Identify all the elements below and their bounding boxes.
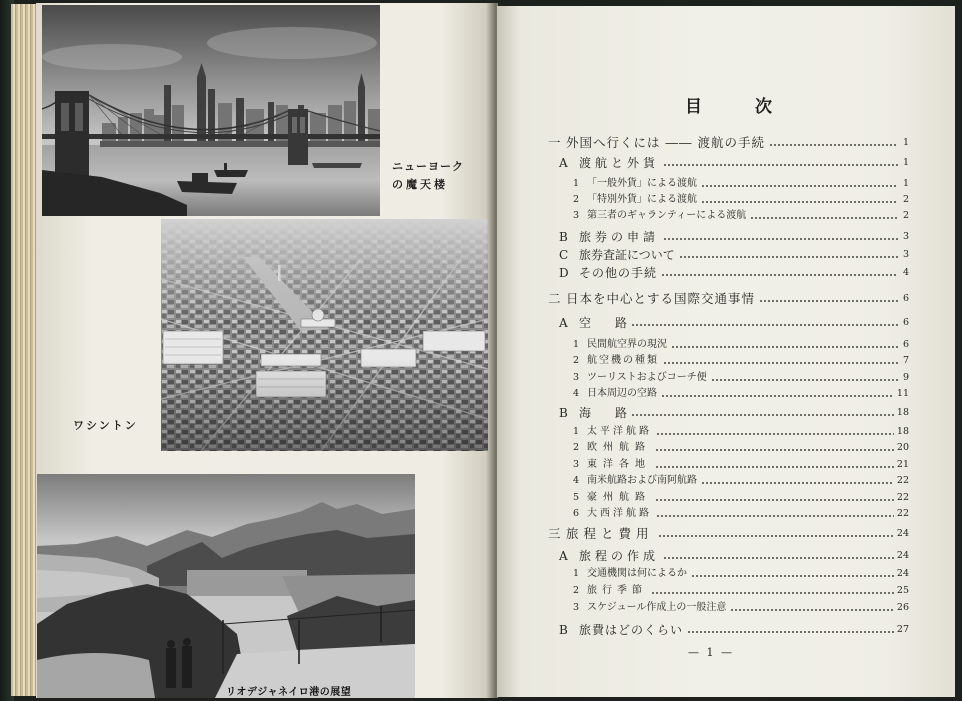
photo-new-york-skyline <box>42 5 380 216</box>
washington-caption: ワシントン <box>73 419 138 432</box>
toc-dot-leader <box>663 361 898 365</box>
toc-dot-leader <box>655 498 894 502</box>
toc-dot-leader <box>663 163 898 167</box>
toc-marker: 4 <box>573 388 580 399</box>
toc-title: スケジュール作成上の一般注意 <box>587 602 727 613</box>
toc-dot-leader <box>656 514 894 518</box>
toc-title: 旅行季節 <box>587 585 647 596</box>
toc-item <box>573 583 909 598</box>
toc-item <box>573 353 909 368</box>
toc-item <box>573 424 909 439</box>
toc-item <box>573 506 909 521</box>
toc-dot-leader <box>750 216 898 220</box>
toc-dot-leader <box>687 630 894 634</box>
toc-title: 旅券査証について <box>579 248 675 262</box>
toc-dot-leader <box>730 608 894 612</box>
toc-marker: 三 <box>548 526 561 541</box>
toc-dot-leader <box>701 481 894 485</box>
toc-title: 豪州航路 <box>587 492 651 503</box>
new-york-caption-line-1: ニューヨーク <box>392 160 464 173</box>
toc-title: 旅程の作成 <box>579 549 660 563</box>
toc-dot-leader <box>679 255 898 259</box>
toc-page-number: 27 <box>896 624 909 635</box>
toc-page-number: 22 <box>896 492 909 503</box>
toc-item <box>573 337 909 352</box>
toc-chapter <box>548 526 909 541</box>
toc-dot-leader <box>651 591 894 595</box>
toc-title: 旅程と費用 <box>566 526 654 541</box>
toc-page-number: 18 <box>896 426 909 437</box>
toc-section <box>559 315 909 330</box>
toc-dot-leader <box>661 394 894 398</box>
toc-marker: 5 <box>573 492 580 503</box>
toc-dot-leader <box>631 413 894 417</box>
toc-page-number: 4 <box>902 267 909 278</box>
toc-section <box>559 155 909 170</box>
toc-page-number: 6 <box>902 339 909 350</box>
toc-marker: A <box>559 156 568 170</box>
toc-section <box>559 247 909 262</box>
toc-item <box>573 440 909 455</box>
toc-dot-leader <box>663 556 894 560</box>
toc-dot-leader <box>631 323 898 327</box>
rio-photo-image <box>37 474 415 698</box>
toc-dot-leader <box>661 273 898 277</box>
toc-page-number: 3 <box>902 249 909 260</box>
toc-marker: 1 <box>573 339 580 350</box>
toc-marker: B <box>559 623 568 637</box>
toc-page-number: 24 <box>896 528 909 539</box>
toc-section <box>559 548 909 563</box>
toc-marker: 6 <box>573 508 580 519</box>
toc-marker: 3 <box>573 602 580 613</box>
toc-section <box>559 622 909 637</box>
toc-marker: 2 <box>573 194 580 205</box>
toc-dot-leader <box>711 378 898 382</box>
toc-marker: B <box>559 406 568 420</box>
toc-item <box>573 176 909 191</box>
toc-dot-leader <box>656 432 894 436</box>
toc-title: ツーリストおよびコーチ便 <box>587 372 707 383</box>
page-block-edge <box>11 4 39 696</box>
shadow <box>161 219 488 451</box>
toc-item <box>573 192 909 207</box>
toc-page-number: 26 <box>896 602 909 613</box>
toc-page-number: 3 <box>902 231 909 242</box>
washington-photo-image <box>161 219 488 451</box>
toc-item <box>573 208 909 223</box>
toc-title: 南米航路および南阿航路 <box>587 475 697 486</box>
toc-item <box>573 490 909 505</box>
toc-dot-leader <box>691 574 894 578</box>
toc-marker: A <box>559 549 568 563</box>
toc-page-number: 21 <box>896 459 909 470</box>
toc-marker: A <box>559 316 568 330</box>
toc-marker: C <box>559 248 569 262</box>
toc-marker: 3 <box>573 459 580 470</box>
toc-title: 欧州航路 <box>587 442 651 453</box>
toc-dot-leader <box>769 143 898 147</box>
toc-title: 日本を中心とする国際交通事情 <box>566 291 756 306</box>
toc-marker: 3 <box>573 372 580 383</box>
toc-marker: 1 <box>573 568 580 579</box>
toc-marker: B <box>559 230 568 244</box>
toc-dot-leader <box>658 534 894 538</box>
new-york-caption-line-2: の魔天楼 <box>392 178 448 191</box>
toc-page-number: 1 <box>902 178 909 189</box>
toc-chapter <box>548 291 909 306</box>
toc-marker: 1 <box>573 426 580 437</box>
toc-page-number: 1 <box>902 157 909 168</box>
toc-title: その他の手続 <box>579 266 658 280</box>
toc-marker: 1 <box>573 178 580 189</box>
photo-washington-aerial <box>161 219 488 451</box>
toc-title: 旅費はどのくらい <box>579 623 684 637</box>
toc-section <box>559 265 909 280</box>
toc-heading-char: 次 <box>755 97 772 117</box>
photo-rio-de-janeiro-harbor <box>37 474 415 698</box>
toc-page-number: 22 <box>896 475 909 486</box>
toc-dot-leader <box>701 200 898 204</box>
toc-page-number: 11 <box>896 388 909 399</box>
toc-page-number: 20 <box>896 442 909 453</box>
toc-title: 渡航と外貨 <box>579 156 660 170</box>
toc-dot-leader <box>701 184 898 188</box>
toc-page-number: 2 <box>902 194 909 205</box>
toc-item <box>573 370 909 385</box>
toc-title: 東洋各地 <box>587 459 651 470</box>
toc-marker: D <box>559 266 569 280</box>
toc-page-number: 6 <box>902 317 909 328</box>
toc-marker: 3 <box>573 210 580 221</box>
toc-page-number: 25 <box>896 585 909 596</box>
toc-dot-leader <box>655 448 894 452</box>
toc-marker: 二 <box>548 291 561 306</box>
toc-item <box>573 566 909 581</box>
shoreline <box>100 141 380 147</box>
toc-title: 「一般外貨」による渡航 <box>587 178 697 189</box>
toc-marker: 2 <box>573 442 580 453</box>
page-number: — 1 — <box>688 646 734 659</box>
toc-marker: 4 <box>573 475 580 486</box>
toc-section <box>559 229 909 244</box>
toc-page-number: 22 <box>896 508 909 519</box>
toc-page-number: 18 <box>896 407 909 418</box>
rio-caption: リオデジャネイロ港の展望 <box>226 687 352 698</box>
toc-page-number: 9 <box>902 372 909 383</box>
toc-title: 大西洋航路 <box>587 508 652 519</box>
toc-title: 空 路 <box>579 316 628 330</box>
toc-chapter <box>548 135 909 150</box>
toc-title: 交通機関は何によるか <box>587 568 687 579</box>
toc-item <box>573 600 909 615</box>
toc-page-number: 2 <box>902 210 909 221</box>
toc-marker: 2 <box>573 355 580 366</box>
toc-title: 第三者のギャランティーによる渡航 <box>587 210 747 221</box>
toc-item <box>573 473 909 488</box>
toc-title: 民間航空界の現況 <box>587 339 667 350</box>
toc-marker: 2 <box>573 585 580 596</box>
toc-page-number: 7 <box>902 355 909 366</box>
toc-title: 太平洋航路 <box>587 426 652 437</box>
right-page-table-of-contents <box>497 6 955 697</box>
toc-page-number: 24 <box>896 568 909 579</box>
toc-title: 日本周辺の空路 <box>587 388 657 399</box>
toc-dot-leader <box>759 299 898 303</box>
sea-bottom-left <box>37 653 155 698</box>
toc-page-number: 1 <box>902 137 909 148</box>
toc-dot-leader <box>655 465 894 469</box>
toc-section <box>559 405 909 420</box>
toc-title: 外国へ行くには ―― 渡航の手続 <box>566 135 765 150</box>
toc-dot-leader <box>663 237 898 241</box>
toc-title: 航空機の種類 <box>587 355 659 366</box>
toc-heading-char: 目 <box>685 97 702 117</box>
toc-marker: 一 <box>548 135 561 150</box>
toc-title: 旅券の申請 <box>579 230 660 244</box>
toc-title: 海 路 <box>579 406 628 420</box>
toc-item <box>573 457 909 472</box>
toc-dot-leader <box>671 345 898 349</box>
toc-title: 「特別外貨」による渡航 <box>587 194 697 205</box>
toc-item <box>573 386 909 401</box>
toc-page-number: 24 <box>896 550 909 561</box>
new-york-photo-image <box>42 5 380 216</box>
toc-page-number: 6 <box>902 293 909 304</box>
